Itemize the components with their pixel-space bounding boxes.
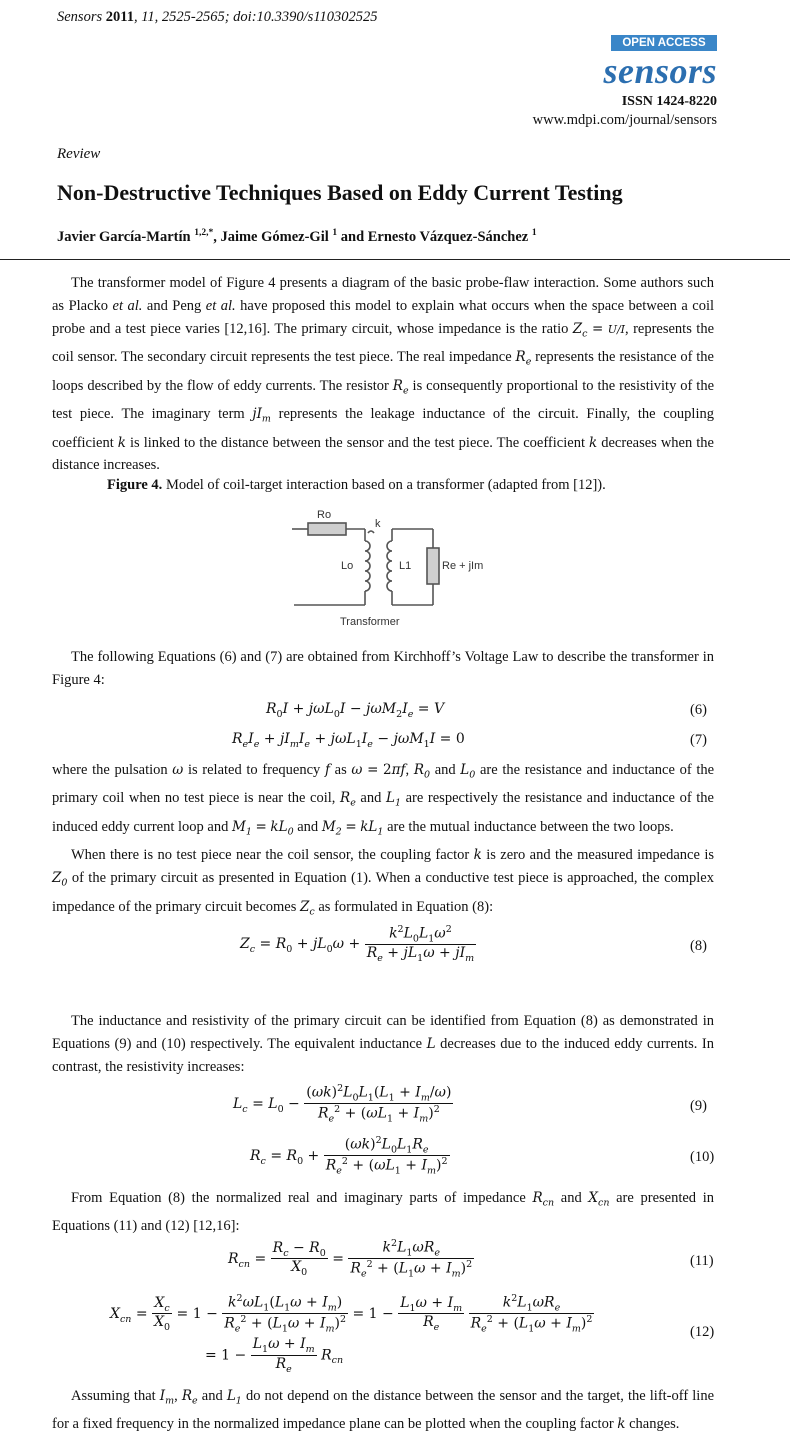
equation-11: $R_{cn}$ = $\frac{R_c - R_0}{X_0}$ = $\frac{k^2L_1\omega R_e}{R_e^2 + (L_1\omega + I_m)^2}$ [228,1238,473,1280]
label-lo: Lo [341,560,354,572]
equation-6: $R_0I + j\omega L_0I - j\omega M_2I_e = V$ [266,701,445,720]
issn: ISSN 1424-8220 [621,94,717,109]
label-load: Re + jIm [442,560,484,572]
equation-number: (9) [690,1098,707,1114]
label-k: k [375,518,381,530]
figure-label: Figure 4. [107,477,163,493]
paragraph-inductance: The inductance and resistivity of the primary circuit can be identified from Equation (8) as demonstrated in Equations (9) and (10) respectively. The equivalent inductance L decreases due to the induced eddy currents. In contrast, the resistivity increases: [52,1013,715,1075]
open-access-badge: OPEN ACCESS [611,35,717,51]
author-list [57,228,537,246]
author-name: Ernesto Vázquez-Sánchez [367,228,529,245]
header-divider [0,259,790,260]
citation-line [57,9,378,26]
equation-8: $Z_c = R_0 + jL_0\omega$ + $\frac{k^2L_0L_1\omega^2}{R_e + jL_1\omega + jI_m}$ [240,924,475,965]
label-transformer: Transformer [340,616,400,628]
label-l1: L1 [399,560,412,572]
transformer-diagram [280,505,510,630]
label-ro: Ro [317,509,332,521]
equation-7: $R_eI_e + jI_mI_e + j\omega L_1I_e - j\omega M_1I = 0$ [232,731,465,750]
paragraph-normalized: From Equation (8) the normalized real and imaginary parts of impedance $R_{cn}$ and $X_{cn}$ are presented in Equations (11) and (12) [12,16]: [52,1190,714,1235]
paragraph-lift-off: Assuming that $I_m$, $R_e$ and $L_1$ do not depend on the distance between the sensor and the target, the lift-off line for a fixed frequency in the normalized impedance plane can be plotted when the coupling factor k changes. [52,1388,715,1433]
author-name: Javier García-Martín [57,228,191,245]
equation-number: (7) [690,732,707,748]
figure-caption-text: Model of coil-target interaction based on a transformer (adapted from [12]). [162,477,606,493]
author-separator: and [337,228,368,245]
equation-number: (12) [690,1324,715,1340]
author-separator: , [213,228,221,245]
paragraph-pulsation: where the pulsation ω is related to frequency f as ω = 2πf, $R_0$ and $L_0$ are the resistance and inductance of the primary coil when no test piece is near the coil, $R_e$ and $L_1$ are respectively the resistance and inductance of the induced eddy current loop and $M_1 = kL_0$ and $M_2 = kL_1$ are the mutual inductance between the two loops. When there is no test piece near the coil sensor, the coupling factor k is zero and the measured impedance is $Z_0$ of the primary circuit as presented in Equation (1). When a conductive test piece is approached, the complex impedance of the primary circuit becomes $Z_c$ as formulated in Equation (8): [52,762,715,918]
citation-year: 2011 [105,9,134,25]
author-name: Jaime Gómez-Gil [220,228,329,245]
equation-number: (6) [690,702,707,718]
equation-9: $L_c = L_0$ − $\frac{(\omega k)^2L_0L_1(L_1 + I_m/\omega)}{R_e^2 + (\omega L_1 + I_m)^2}$ [233,1083,452,1125]
equation-12-continued: = 1 − $\frac{L_1\omega + I_m}{R_e}$ $R_{cn}$ [205,1336,344,1375]
coupling-mark [368,531,374,533]
author-affiliation: 1 [531,228,537,238]
figure-caption [107,477,606,494]
citation-rest: , 11, 2525-2565; doi:10.3390/s110302525 [133,9,378,25]
coil-lo [365,541,370,591]
paragraph-kirchhoff: The following Equations (6) and (7) are obtained from Kirchhoff’s Voltage Law to describe the transformer in Figure 4: [52,649,714,688]
load-impedance [427,548,439,584]
equation-number: (8) [690,938,707,954]
citation-journal: Sensors [57,9,103,25]
journal-logo: sensors [603,51,717,91]
article-type: Review [57,146,101,162]
article-title: Non-Destructive Techniques Based on Eddy Current Testing [57,180,623,205]
resistor-ro [308,523,346,535]
equation-12: $X_{cn}$ = $\frac{X_c}{X_0}$ = 1 − $\frac{k^2\omega L_1(L_1\omega + I_m)}{R_e^2 + (L_1\omega + I_m)^2}$ = 1 − $\frac{L_1\omega + I_m}{R_e}$ $\frac{k^2L_1\omega R_e}{R_e^2 + (L_1\omega + I_m)^2}$ [110,1293,593,1335]
paragraph-transformer-model: The transformer model of Figure 4 presents a diagram of the basic probe-flaw interaction. Some authors such as Placko et al. and Peng et al. have proposed this model to explain what occurs when the space between a coil probe and a test piece varies [12,16]. The primary circuit, whose impedance is the ratio $Z_c = U/I$, represents the coil sensor. The secondary circuit represents the test piece. The real impedance $R_e$ represents the resistance of the loops described by the flow of eddy currents. The resistor $R_e$ is consequently proportional to the resistivity of the test piece. The imaginary term $jI_m$ represents the leakage inductance of the circuit. Finally, the coupling coefficient k is linked to the distance between the sensor and the test piece. The coefficient k decreases when the distance increases. [52,275,715,474]
equation-number: (10) [690,1149,715,1165]
author-affiliation: 1 [332,228,338,238]
equation-10: $R_c = R_0$ + $\frac{(\omega k)^2L_0L_1R_e}{R_e^2 + (\omega L_1 + I_m)^2}$ [250,1135,448,1177]
journal-url[interactable]: www.mdpi.com/journal/sensors [532,112,717,128]
equation-number: (11) [690,1253,714,1269]
coil-l1 [387,541,392,591]
author-affiliation: 1,2,* [194,228,214,238]
